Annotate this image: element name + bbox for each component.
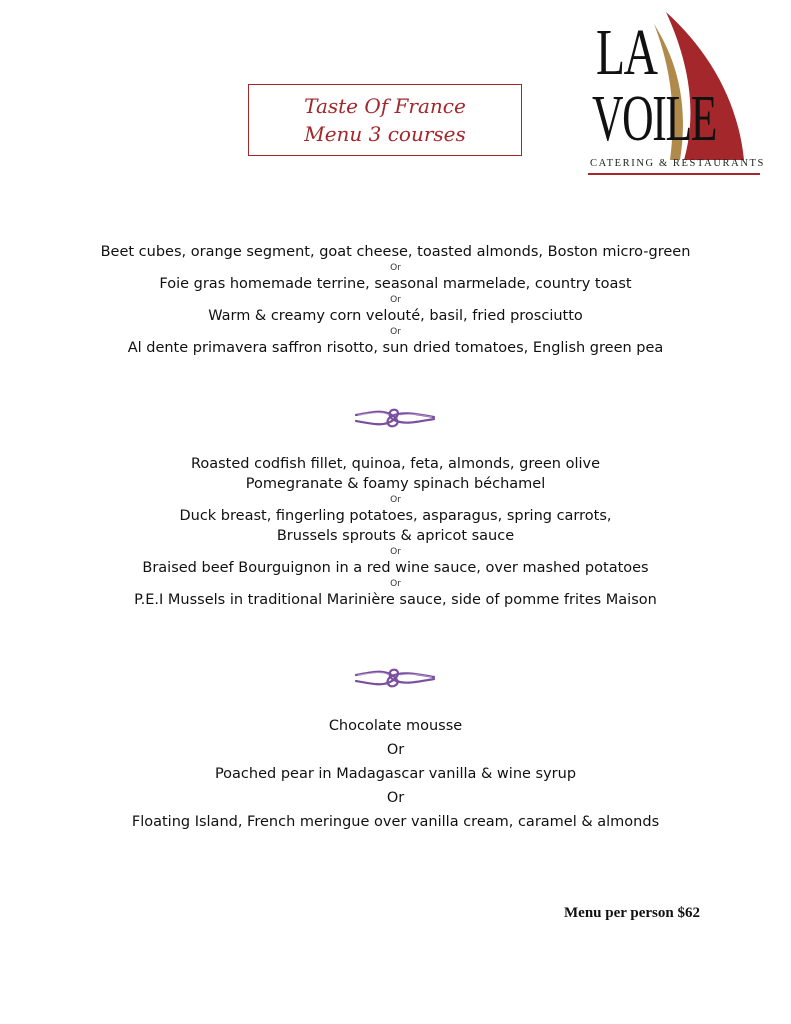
mains-section <box>0 454 791 610</box>
purple-knot-icon <box>354 666 436 690</box>
logo-underline <box>588 173 760 175</box>
menu-price: Menu per person $62 <box>564 905 700 921</box>
dessert-item: Poached pear in Madagascar vanilla & wine syrup <box>214 766 577 782</box>
starter-item: Foie gras homemade terrine, seasonal marmelade, country toast <box>159 276 632 292</box>
menu-title-box <box>248 84 522 156</box>
dessert-item: Chocolate mousse <box>328 718 463 734</box>
menu-title: Taste Of France <box>304 94 466 118</box>
or-separator: Or <box>390 327 401 337</box>
or-separator: Or <box>386 790 405 806</box>
main-item: Roasted codfish fillet, quinoa, feta, almonds, green olive <box>190 456 601 472</box>
purple-knot-icon <box>354 406 436 430</box>
logo-text-voile: VOILE <box>592 82 717 155</box>
menu-subtitle: Menu 3 courses <box>304 122 466 146</box>
or-separator: Or <box>390 263 401 273</box>
main-item: Duck breast, fingerling potatoes, asparagus, spring carrots, <box>179 508 612 524</box>
main-item: Braised beef Bourguignon in a red wine sauce, over mashed potatoes <box>142 560 649 576</box>
starter-item: Warm & creamy corn velouté, basil, fried prosciutto <box>208 308 583 324</box>
or-separator: Or <box>390 547 401 557</box>
main-item-cont: Pomegranate & foamy spinach béchamel <box>245 476 546 492</box>
desserts-section <box>0 714 791 834</box>
or-separator: Or <box>390 495 401 505</box>
dessert-item: Floating Island, French meringue over vanilla cream, caramel & almonds <box>131 814 660 830</box>
starter-item: Beet cubes, orange segment, goat cheese, toasted almonds, Boston micro-green <box>100 244 691 260</box>
main-item-cont: Brussels sprouts & apricot sauce <box>276 528 515 544</box>
or-separator: Or <box>390 295 401 305</box>
starter-item: Al dente primavera saffron risotto, sun dried tomatoes, English green pea <box>127 340 664 356</box>
or-separator: Or <box>386 742 405 758</box>
la-voile-logo <box>588 10 764 180</box>
logo-text-la: LA <box>596 16 657 89</box>
logo-subtitle: CATERING & RESTAURANTS <box>590 158 765 169</box>
starters-section <box>0 242 791 358</box>
or-separator: Or <box>390 579 401 589</box>
main-item: P.E.I Mussels in traditional Marinière sauce, side of pomme frites Maison <box>134 592 657 608</box>
